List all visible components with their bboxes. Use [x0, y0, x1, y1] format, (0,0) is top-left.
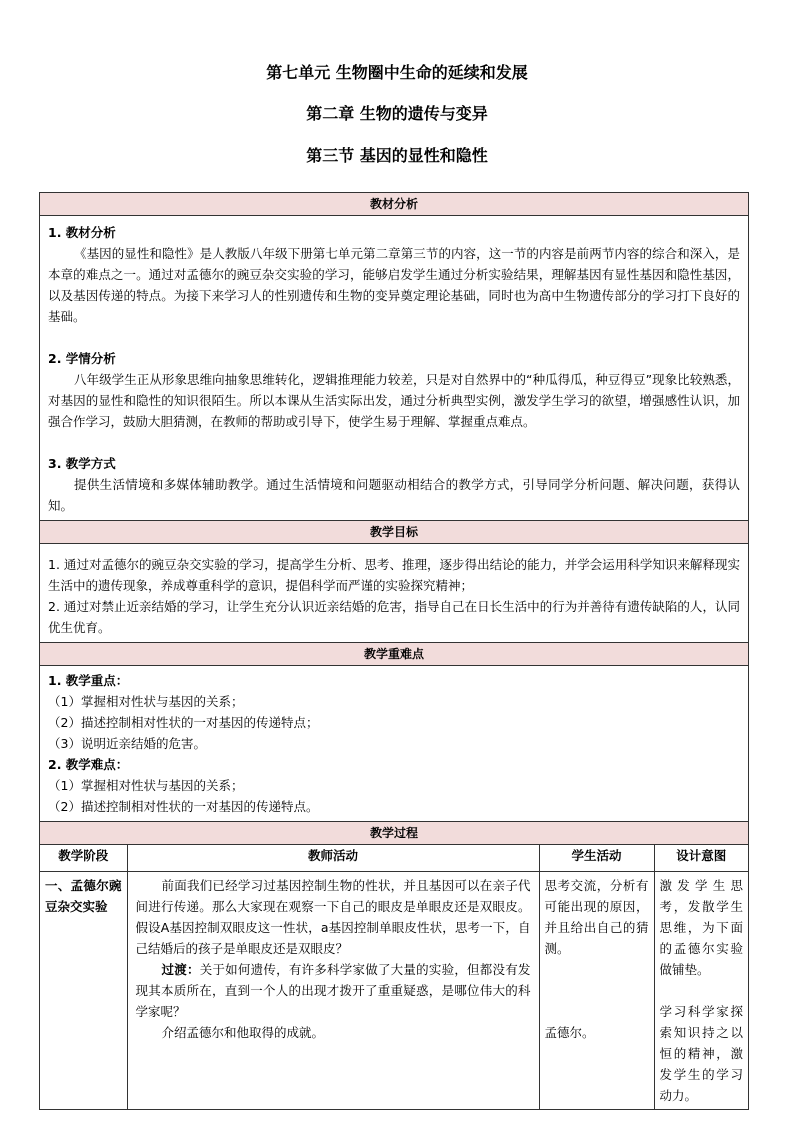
intent-cell: [654, 872, 748, 1110]
analysis-item-label: 2. 学情分析: [48, 351, 116, 366]
intent-paragraph: 激发学生思考，发散学生思维，为下面的孟德尔实验做铺垫。: [659, 878, 743, 977]
keypoints-header: 教学重难点: [40, 642, 748, 666]
student-paragraph: 思考交流，分析有可能出现的原因，并且给出自己的猜测。: [544, 878, 649, 956]
col-teacher-header: 教师活动: [127, 845, 539, 872]
section-title: 第三节 基因的显性和隐性: [306, 146, 488, 165]
col-intent-header: 设计意图: [654, 845, 748, 872]
teacher-cell: [127, 872, 539, 1110]
chapter-title: 第二章 生物的遗传与变异: [306, 104, 488, 123]
goal-item: 1. 通过对孟德尔的豌豆杂交实验的学习，提高学生分析、思考、推理，逐步得出结论的能力，并学会运用科学知识来解释现实生活中的遗传现象，养成尊重科学的意识，提倡科学而严谨的实验探究精神；: [48, 557, 740, 593]
stage-cell: 一、孟德尔豌豆杂交实验: [40, 872, 127, 1110]
key-item: （1）掌握相对性状与基因的关系；: [48, 694, 244, 709]
goal-item: 2. 通过对禁止近亲结婚的学习，让学生充分认识近亲结婚的危害，指导自己在日长生活中的行为并善待有遗传缺陷的人，认同优生优育。: [48, 599, 740, 635]
process-table: [40, 845, 748, 1109]
difficult-item: （2）描述控制相对性状的一对基因的传递特点。: [48, 799, 319, 814]
keypoints-content: [40, 666, 748, 821]
process-header-row: [40, 845, 748, 872]
col-stage-header: 教学阶段: [40, 845, 127, 872]
goals-content: [40, 544, 748, 642]
teacher-paragraph: 介绍孟德尔和他取得的成就。: [161, 1025, 325, 1040]
transition-text: 关于如何遗传，有许多科学家做了大量的实验，但都没有发现其本质所在，直到一个人的出现才拨开了重重疑惑，是哪位伟大的科学家呢？: [135, 962, 531, 1019]
unit-title: 第七单元 生物圈中生命的延续和发展: [266, 63, 528, 82]
col-student-header: 学生活动: [539, 845, 654, 872]
analysis-item-text: 《基因的显性和隐性》是人教版八年级下册第七单元第二章第三节的内容，这一节的内容是前两节内容的综合和深入，是本章的难点之一。通过对孟德尔的豌豆杂交实验的学习，能够启发学生通过分析实验结果，理解基因有显性基因和隐性基因，以及基因传递的特点。为接下来学习人的性别遗传和生物的变异奠定理论基础，同时也为高中生物遗传部分的学习打下良好的基础。: [48, 246, 740, 324]
analysis-item-textbook: [48, 222, 740, 327]
analysis-content: [40, 216, 748, 520]
analysis-item-text: 八年级学生正从形象思维向抽象思维转化，逻辑推理能力较差，只是对自然界中的“种瓜得瓜，种豆得豆”现象比较熟悉，对基因的显性和隐性的知识很陌生。所以本课从生活实际出发，通过分析典型实例，激发学生学习的欲望，增强感性认识，加强合作学习，鼓励大胆猜测，在教师的帮助或引导下，使学生易于理解、掌握重点难点。: [48, 372, 740, 429]
analysis-item-students: [48, 348, 740, 432]
analysis-item-text: 提供生活情境和多媒体辅助教学。通过生活情境和问题驱动相结合的教学方式，引导同学分析问题、解决问题，获得认知。: [48, 477, 740, 513]
process-header: 教学过程: [40, 821, 748, 845]
analysis-item-method: [48, 453, 740, 516]
teacher-paragraph: 前面我们已经学习过基因控制生物的性状，并且基因可以在亲子代间进行传递。那么大家现在观察一下自己的眼皮是单眼皮还是双眼皮。假设A基因控制双眼皮这一性状，a基因控制单眼皮性状，思考一下，自己结婚后的孩子是单眼皮还是双眼皮？: [135, 878, 531, 956]
difficult-item: （1）掌握相对性状与基因的关系；: [48, 778, 244, 793]
key-item: （3）说明近亲结婚的危害。: [48, 736, 206, 751]
student-paragraph: 孟德尔。: [544, 1025, 595, 1040]
goals-header: 教学目标: [40, 520, 748, 544]
teacher-transition: [136, 959, 531, 1022]
key-label: 1. 教学重点：: [48, 673, 129, 688]
analysis-item-label: 1. 教材分析: [48, 225, 116, 240]
analysis-item-label: 3. 教学方式: [48, 456, 116, 471]
difficult-label: 2. 教学难点：: [48, 757, 129, 772]
student-cell: [539, 872, 654, 1110]
lesson-plan-table: [39, 192, 749, 1110]
table-row: [40, 872, 748, 1110]
transition-label: 过渡：: [161, 962, 200, 977]
analysis-header: 教材分析: [40, 193, 748, 216]
intent-paragraph: 学习科学家探索知识持之以恒的精神，激发学生的学习动力。: [659, 1004, 743, 1103]
key-item: （2）描述控制相对性状的一对基因的传递特点；: [48, 715, 319, 730]
